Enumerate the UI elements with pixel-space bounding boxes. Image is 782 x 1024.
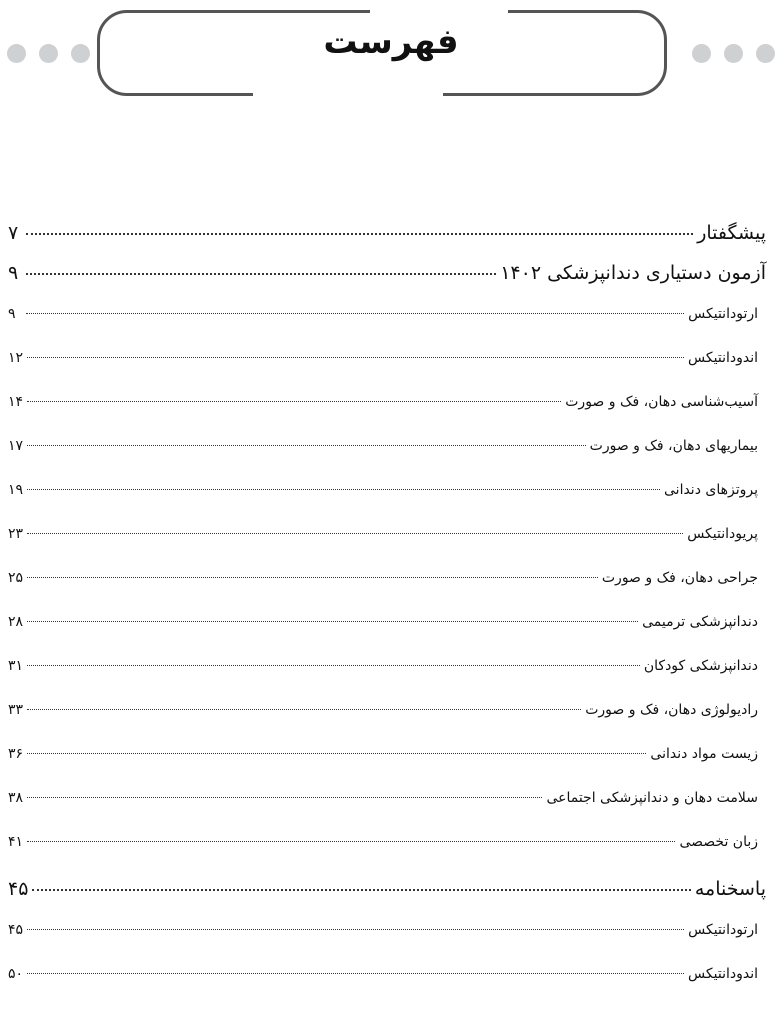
toc-entry[interactable] — [8, 222, 766, 262]
toc-entry-page-number: ۹ — [8, 262, 19, 284]
toc-entry[interactable] — [8, 790, 766, 834]
toc-entry-page-number: ۵۰ — [8, 966, 24, 982]
toc-entry-label: پیشگفتار — [697, 222, 766, 244]
dot-icon — [692, 44, 711, 63]
toc-entry-page-number: ۳۶ — [8, 746, 24, 762]
toc-entry-page-number: ۱۲ — [8, 350, 24, 366]
toc-entry[interactable] — [8, 614, 766, 658]
toc-entry[interactable] — [8, 350, 766, 394]
dot-leader — [26, 313, 684, 314]
toc-entry-page-number: ۷ — [8, 222, 19, 244]
dot-icon — [756, 44, 775, 63]
toc-entry[interactable] — [8, 394, 766, 438]
toc-entry-label: اندودانتیکس — [688, 350, 758, 366]
toc-entry-label: سلامت دهان و دندانپزشکی اجتماعی — [546, 790, 758, 806]
toc-entry-page-number: ۲۸ — [8, 614, 24, 630]
dot-leader — [27, 445, 586, 446]
toc-entry-page-number: ۴۱ — [8, 834, 24, 850]
toc-entry-page-number: ۴۵ — [8, 922, 24, 938]
toc-entry-page-number: ۲۳ — [8, 526, 24, 542]
toc-entry-label: اندودانتیکس — [688, 966, 758, 982]
dot-leader — [27, 841, 675, 842]
toc-entry[interactable] — [8, 878, 766, 922]
toc-entry[interactable] — [8, 482, 766, 526]
toc-entry-label: پروتزهای دندانی — [664, 482, 758, 498]
toc-entry-label: دندانپزشکی کودکان — [643, 658, 758, 674]
toc-entry-label: زبان تخصصی — [679, 834, 758, 850]
toc-entry-page-number: ۱۹ — [8, 482, 24, 498]
toc-entry[interactable] — [8, 834, 766, 878]
page-title: فهرست — [323, 22, 459, 62]
toc-entry[interactable] — [8, 262, 766, 306]
toc-entry-label: ارتودانتیکس — [688, 306, 758, 322]
toc-entry-label: آسیب‌شناسی دهان، فک و صورت — [565, 394, 758, 410]
toc-entry[interactable] — [8, 922, 766, 966]
toc-entry-page-number: ۲۵ — [8, 570, 24, 586]
toc-entry-label: آزمون دستیاری دندانپزشکی ۱۴۰۲ — [500, 262, 766, 284]
dot-leader — [32, 889, 690, 891]
page-header — [0, 0, 782, 110]
toc-entry-label: بیماریهای دهان، فک و صورت — [589, 438, 758, 454]
dot-leader — [27, 533, 683, 534]
toc-entry[interactable] — [8, 570, 766, 614]
toc-entry-page-number: ۴۵ — [8, 878, 29, 900]
decorative-dots-right — [692, 44, 775, 63]
dot-leader — [27, 709, 581, 710]
toc-entry-label: رادیولوژی دهان، فک و صورت — [585, 702, 758, 718]
dot-leader — [27, 929, 684, 930]
dot-leader — [26, 273, 496, 275]
table-of-contents — [8, 222, 766, 1010]
dot-leader — [26, 233, 693, 235]
toc-entry[interactable] — [8, 306, 766, 350]
dot-leader — [27, 621, 638, 622]
dot-leader — [27, 357, 684, 358]
dot-leader — [27, 973, 684, 974]
toc-entry-page-number: ۹ — [8, 306, 16, 322]
dot-leader — [27, 401, 561, 402]
dot-leader — [27, 753, 646, 754]
toc-entry[interactable] — [8, 746, 766, 790]
toc-entry-page-number: ۳۸ — [8, 790, 24, 806]
toc-entry-page-number: ۳۱ — [8, 658, 24, 674]
toc-entry[interactable] — [8, 702, 766, 746]
toc-entry-page-number: ۱۷ — [8, 438, 24, 454]
toc-entry-page-number: ۳۳ — [8, 702, 24, 718]
toc-entry[interactable] — [8, 438, 766, 482]
dot-leader — [27, 665, 640, 666]
dot-icon — [724, 44, 743, 63]
dot-leader — [27, 797, 542, 798]
toc-entry-label: پریودانتیکس — [687, 526, 758, 542]
dot-leader — [27, 577, 598, 578]
toc-entry[interactable] — [8, 526, 766, 570]
toc-entry-label: زیست مواد دندانی — [650, 746, 758, 762]
dot-leader — [27, 489, 660, 490]
toc-entry-page-number: ۱۴ — [8, 394, 24, 410]
toc-entry[interactable] — [8, 658, 766, 702]
toc-entry[interactable] — [8, 966, 766, 1010]
toc-entry-label: دندانپزشکی ترمیمی — [642, 614, 758, 630]
toc-entry-label: ارتودانتیکس — [688, 922, 758, 938]
toc-entry-label: پاسخنامه — [694, 878, 766, 900]
toc-entry-label: جراحی دهان، فک و صورت — [601, 570, 758, 586]
